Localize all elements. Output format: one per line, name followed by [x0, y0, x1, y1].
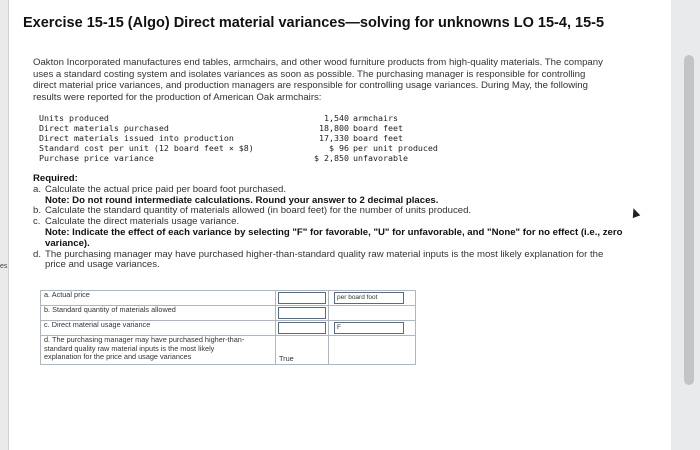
- item-text: Calculate the direct materials usage variance.: [45, 216, 240, 228]
- data-label: Standard cost per unit (12 board feet × $8): [39, 143, 254, 153]
- required-item-a: [33, 185, 663, 196]
- data-unit: board feet: [353, 133, 403, 143]
- answer-label-line: d. The purchasing manager may have purchased higher-than-: [44, 335, 245, 344]
- intro-line: Oakton Incorporated manufactures end tables, armchairs, and other wood furniture products from high-quality materials. The company: [33, 57, 603, 68]
- true-false-select[interactable]: True: [279, 354, 294, 363]
- answer-row-b: [41, 306, 416, 321]
- data-value: 17,330: [319, 133, 349, 143]
- answer-table: [40, 290, 416, 365]
- item-text-cont: price and usage variances.: [45, 259, 160, 271]
- answer-row-d: [41, 336, 416, 365]
- intro-line: uses a standard costing system and isolates variances as soon as possible. The purchasing manager is responsible for controlling: [33, 68, 586, 80]
- required-note-c: Note: Indicate the effect of each variance by selecting "F" for favorable, "U" for unfavorable, and "None" for no effect (i.e., zero: [45, 226, 623, 238]
- item-text: The purchasing manager may have purchased higher-than-standard quality raw material inputs is the most likely explanation for the: [45, 248, 604, 260]
- intro-paragraph: [33, 57, 653, 103]
- answer-cell: [276, 306, 329, 321]
- data-value: 1,540: [324, 113, 349, 123]
- page: [8, 0, 671, 450]
- required-heading: Required:: [33, 173, 78, 184]
- item-marker: d.: [33, 248, 42, 260]
- answer-cell: [276, 291, 329, 306]
- data-row: [39, 153, 408, 163]
- usage-variance-input[interactable]: [278, 322, 326, 334]
- answer-label-line: explanation for the price and usage variances: [44, 352, 192, 361]
- standard-quantity-input[interactable]: [278, 307, 326, 319]
- intro-line: results were reported for the production of American Oak armchairs:: [33, 91, 322, 103]
- data-unit: board feet: [353, 123, 403, 133]
- item-marker: c.: [33, 216, 41, 228]
- answer-label: [41, 336, 276, 365]
- item-text: Calculate the actual price paid per board foot purchased.: [45, 183, 287, 195]
- intro-line: direct material price variances, and production managers are responsible for controlling usage variances. During May, the following: [33, 80, 588, 91]
- data-unit: unfavorable: [353, 153, 408, 163]
- unit-label: per board foot: [334, 292, 404, 304]
- variance-effect-select[interactable]: F: [334, 322, 404, 334]
- item-text: Calculate the standard quantity of materials allowed (in board feet) for the number of units produced.: [45, 205, 472, 217]
- item-marker: a.: [33, 183, 42, 195]
- data-unit: armchairs: [353, 113, 398, 123]
- required-item-d: [33, 250, 663, 261]
- answer-blank: [329, 336, 416, 365]
- data-table: [39, 113, 438, 163]
- answer-cell: [329, 321, 416, 336]
- scrollbar[interactable]: [683, 0, 695, 450]
- data-value: $ 96: [329, 143, 349, 153]
- data-row: [39, 133, 403, 143]
- data-label: Purchase price variance: [39, 153, 154, 163]
- answer-row-a: [41, 291, 416, 306]
- required-section: [33, 174, 663, 271]
- data-label: Units produced: [39, 113, 109, 123]
- required-note-a: Note: Do not round intermediate calculations. Round your answer to 2 decimal places.: [45, 194, 439, 206]
- answer-row-c: [41, 321, 416, 336]
- answer-cell: [276, 321, 329, 336]
- data-value: 18,800: [319, 123, 349, 133]
- required-note-c-cont: variance).: [45, 237, 90, 249]
- margin-mark: es: [0, 263, 8, 270]
- data-unit: per unit produced: [353, 143, 438, 153]
- answer-label: c. Direct material usage variance: [41, 321, 276, 336]
- actual-price-input[interactable]: [278, 292, 326, 304]
- answer-label: a. Actual price: [41, 291, 276, 306]
- answer-label: b. Standard quantity of materials allowed: [41, 306, 276, 321]
- answer-unit: [329, 291, 416, 306]
- data-row: [39, 113, 398, 123]
- page-title: Exercise 15-15 (Algo) Direct material variances—solving for unknowns LO 15-4, 15-5: [23, 15, 605, 31]
- required-item-c: [33, 217, 663, 228]
- data-label: Direct materials issued into production: [39, 133, 234, 143]
- data-label: Direct materials purchased: [39, 123, 169, 133]
- data-value: $ 2,850: [314, 153, 349, 163]
- scrollbar-thumb[interactable]: [684, 55, 694, 385]
- data-row: [39, 143, 438, 153]
- answer-blank: [329, 306, 416, 321]
- answer-cell: [276, 336, 329, 365]
- item-marker: b.: [33, 205, 42, 217]
- data-row: [39, 123, 403, 133]
- answer-label-line: standard quality raw material inputs is the most likely: [44, 343, 215, 353]
